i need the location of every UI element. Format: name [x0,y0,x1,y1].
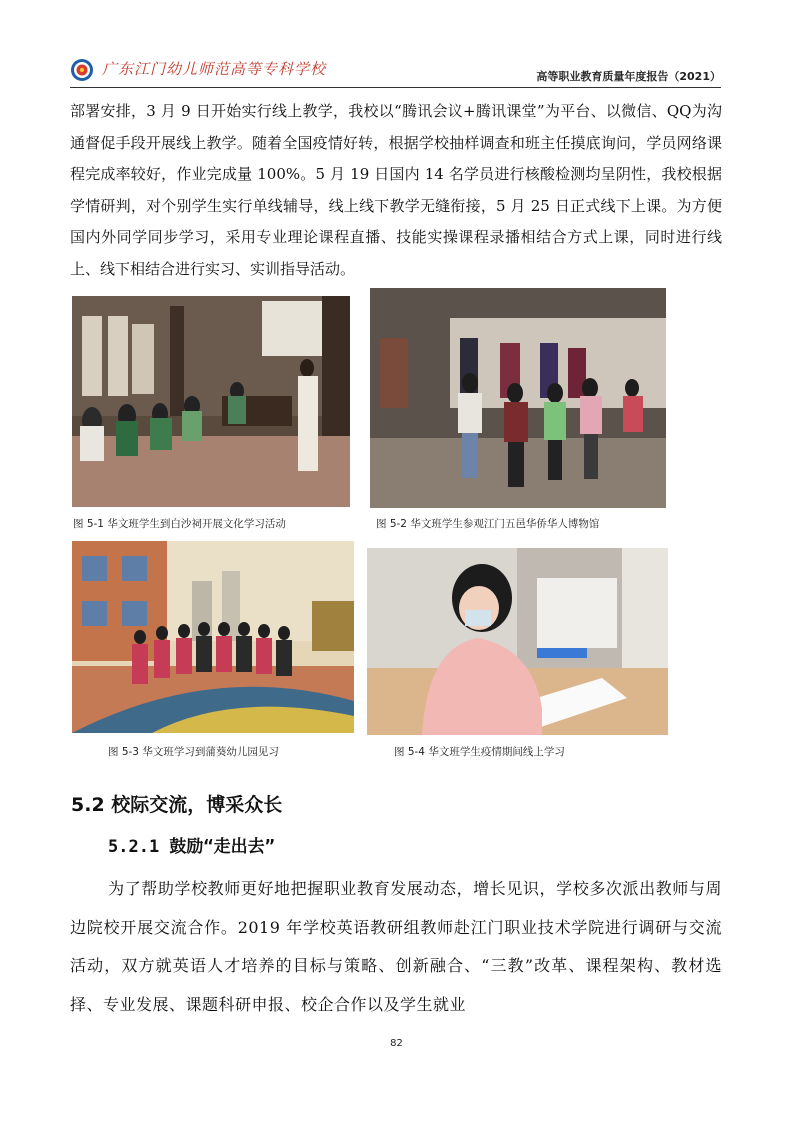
figure-5-3-photo [72,541,354,733]
report-title: 高等职业教育质量年度报告（2021） [536,70,721,83]
school-logo-icon [70,58,94,82]
figure-5-1-photo [72,296,350,507]
figure-5-3-caption: 图 5-3 华文班学习到蒲葵幼儿园见习 [108,746,279,758]
figure-5-1-caption: 图 5-1 华文班学生到白沙祠开展文化学习活动 [73,518,286,530]
school-name-logo-text: 广东江门幼儿师范高等专科学校 [102,60,327,78]
body-paragraph-2 [70,870,722,1024]
body-paragraph-1: 部署安排，3 月 9 日开始实行线上教学，我校以“腾讯会议+腾讯课堂”为平台、以微信、QQ为沟通督促手段开展线上教学。随着全国疫情好转，根据学校抽样调查和班主任摸底询问，学员网络课程完成率较好，作业完成量 100%。5 月 19 日国内 14 名学员进行核酸检测均呈阴性，我校根据学情研判，对个别学生实行单线辅导，线上线下教学无缝衔接，5 月 25 日正式线下上课。为方便国内外同学同步学习，采用专业理论课程直播、技能实操课程录播相结合方式上课，同时进行线上、线下相结合进行实习、实训指导活动。 [70,102,722,278]
figure-5-2-photo [370,288,666,508]
body-paragraph-2-text: 为了帮助学校教师更好地把握职业教育发展动态，增长见识，学校多次派出教师与周边院校开展交流合作。2019 年学校英语教研组教师赴江门职业技术学院进行调研与交流活动，双方就英语人才培养的目标与策略、创新融合、“三教”改革、课程架构、教材选择、专业发展、课题科研申报、校企合作以及学生就业 [70,879,722,1014]
subsection-heading: 5.2.1 鼓励“走出去” [108,837,275,857]
page-number: 82 [390,1038,403,1049]
page-header [70,52,721,88]
figure-5-4-photo [367,548,668,735]
section-heading: 5.2 校际交流，博采众长 [71,794,283,816]
header-divider [70,87,721,88]
figure-5-2-caption: 图 5-2 华文班学生参观江门五邑华侨华人博物馆 [376,518,600,530]
figure-5-4-caption: 图 5-4 华文班学生疫情期间线上学习 [394,746,565,758]
